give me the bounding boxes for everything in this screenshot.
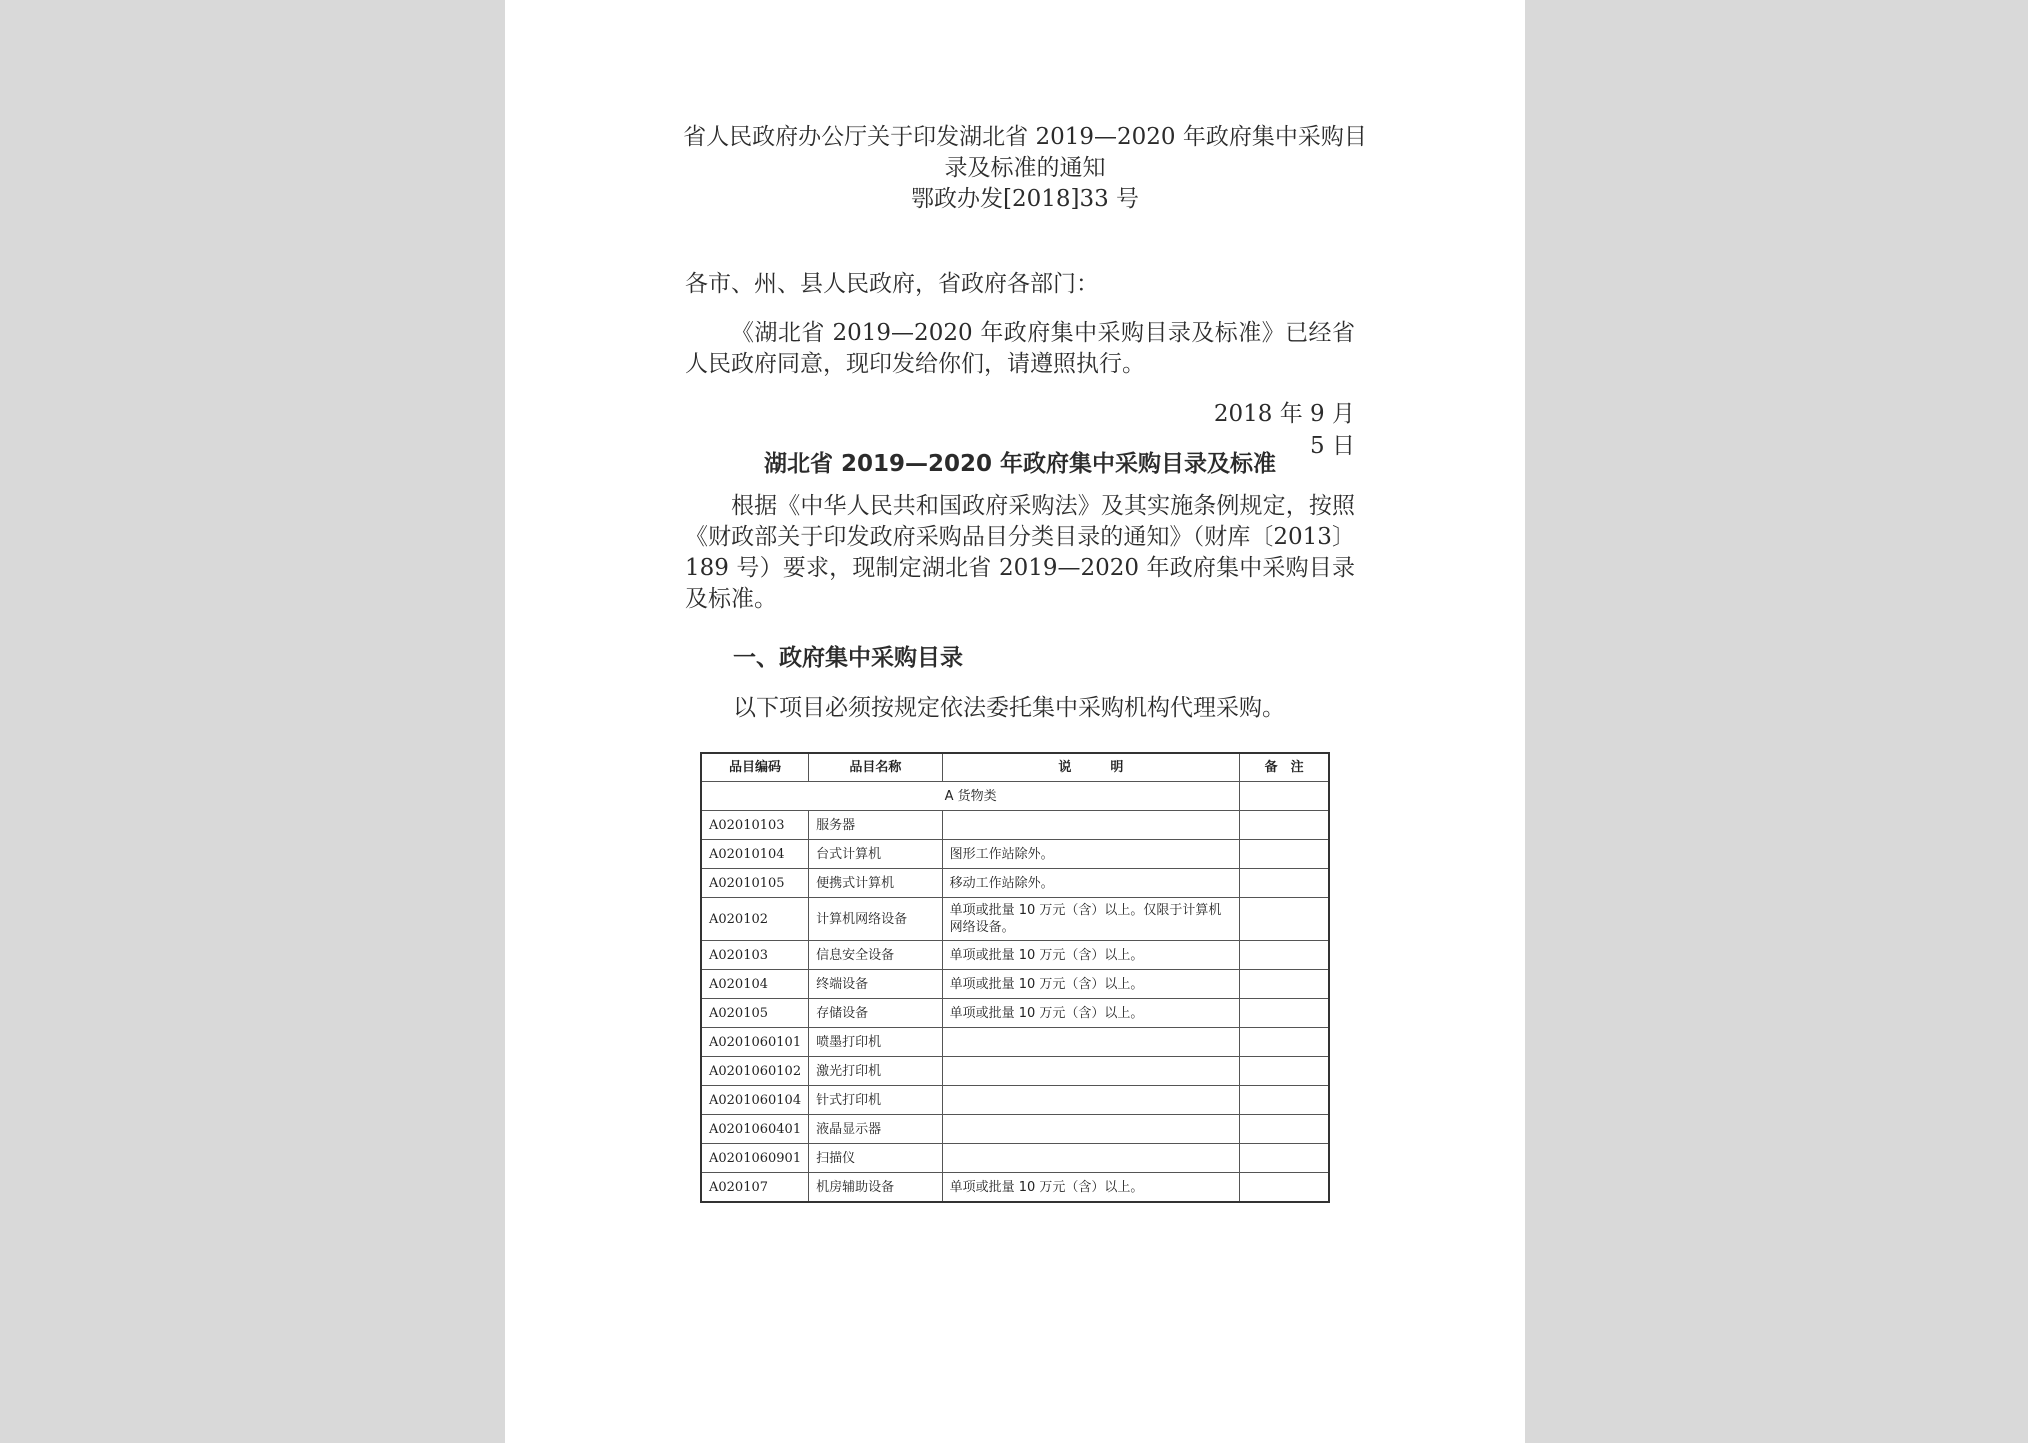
item-name: 扫描仪 bbox=[809, 1144, 942, 1173]
header-name: 品目名称 bbox=[809, 753, 942, 782]
section-1-heading: 一、政府集中采购目录 bbox=[733, 645, 963, 671]
salutation: 各市、州、县人民政府，省政府各部门： bbox=[685, 271, 1099, 297]
item-description bbox=[942, 1028, 1240, 1057]
item-remark bbox=[1240, 1173, 1329, 1203]
item-remark bbox=[1240, 1086, 1329, 1115]
item-name: 台式计算机 bbox=[809, 840, 942, 869]
item-code: A02010103 bbox=[701, 811, 809, 840]
table-row bbox=[701, 1115, 1329, 1144]
item-remark bbox=[1240, 869, 1329, 898]
document-number: 鄂政办发[2018]33 号 bbox=[910, 186, 1140, 212]
item-code: A0201060901 bbox=[701, 1144, 809, 1173]
item-name: 计算机网络设备 bbox=[809, 898, 942, 941]
item-remark bbox=[1240, 1057, 1329, 1086]
category-row bbox=[701, 782, 1329, 811]
item-description: 单项或批量 10 万元（含）以上。 bbox=[942, 999, 1240, 1028]
item-remark bbox=[1240, 1115, 1329, 1144]
header-description: 说 明 bbox=[942, 753, 1240, 782]
title-line-1: 省人民政府办公厅关于印发湖北省 2019—2020 年政府集中采购目 bbox=[683, 124, 1367, 150]
item-name: 服务器 bbox=[809, 811, 942, 840]
header-code: 品目编码 bbox=[701, 753, 809, 782]
item-description: 单项或批量 10 万元（含）以上。仅限于计算机网络设备。 bbox=[942, 898, 1240, 941]
procurement-catalog-table bbox=[700, 752, 1330, 1203]
item-code: A0201060104 bbox=[701, 1086, 809, 1115]
table-row bbox=[701, 869, 1329, 898]
item-remark bbox=[1240, 999, 1329, 1028]
item-code: A020102 bbox=[701, 898, 809, 941]
item-name: 存储设备 bbox=[809, 999, 942, 1028]
item-code: A020103 bbox=[701, 941, 809, 970]
table-row bbox=[701, 1144, 1329, 1173]
item-code: A0201060102 bbox=[701, 1057, 809, 1086]
item-description: 单项或批量 10 万元（含）以上。 bbox=[942, 1173, 1240, 1203]
item-remark bbox=[1240, 1144, 1329, 1173]
item-name: 便携式计算机 bbox=[809, 869, 942, 898]
document-page bbox=[505, 0, 1525, 1443]
table-header-row bbox=[701, 753, 1329, 782]
table-row bbox=[701, 1057, 1329, 1086]
category-remark bbox=[1240, 782, 1329, 811]
item-remark bbox=[1240, 1028, 1329, 1057]
item-name: 喷墨打印机 bbox=[809, 1028, 942, 1057]
table-row bbox=[701, 840, 1329, 869]
category-label: A 货物类 bbox=[701, 782, 1240, 811]
title-line-2: 录及标准的通知 bbox=[944, 155, 1106, 181]
item-remark bbox=[1240, 840, 1329, 869]
section-1-note: 以下项目必须按规定依法委托集中采购机构代理采购。 bbox=[733, 695, 1285, 721]
catalog-title: 湖北省 2019—2020 年政府集中采购目录及标准 bbox=[763, 451, 1277, 477]
table-row bbox=[701, 1086, 1329, 1115]
item-code: A0201060101 bbox=[701, 1028, 809, 1057]
item-description bbox=[942, 1115, 1240, 1144]
item-description bbox=[942, 1144, 1240, 1173]
item-description: 单项或批量 10 万元（含）以上。 bbox=[942, 941, 1240, 970]
table-row bbox=[701, 970, 1329, 999]
item-name: 针式打印机 bbox=[809, 1086, 942, 1115]
item-code: A02010105 bbox=[701, 869, 809, 898]
header-remark: 备 注 bbox=[1240, 753, 1329, 782]
item-code: A020105 bbox=[701, 999, 809, 1028]
document-title bbox=[675, 122, 1375, 215]
item-name: 液晶显示器 bbox=[809, 1115, 942, 1144]
item-description bbox=[942, 811, 1240, 840]
item-description: 图形工作站除外。 bbox=[942, 840, 1240, 869]
item-name: 信息安全设备 bbox=[809, 941, 942, 970]
table-row bbox=[701, 999, 1329, 1028]
item-name: 激光打印机 bbox=[809, 1057, 942, 1086]
table-row bbox=[701, 1028, 1329, 1057]
item-remark bbox=[1240, 941, 1329, 970]
item-code: A020107 bbox=[701, 1173, 809, 1203]
item-remark bbox=[1240, 811, 1329, 840]
notice-paragraph: 《湖北省 2019—2020 年政府集中采购目录及标准》已经省人民政府同意，现印发给你们，请遵照执行。 bbox=[685, 320, 1355, 377]
table-row bbox=[701, 1173, 1329, 1203]
item-description: 单项或批量 10 万元（含）以上。 bbox=[942, 970, 1240, 999]
item-code: A02010104 bbox=[701, 840, 809, 869]
basis-paragraph: 根据《中华人民共和国政府采购法》及其实施条例规定，按照《财政部关于印发政府采购品目分类目录的通知》（财库〔2013〕189 号）要求，现制定湖北省 2019—2020 年政府集中采购目录及标准。 bbox=[685, 493, 1355, 612]
item-remark bbox=[1240, 970, 1329, 999]
table-row bbox=[701, 898, 1329, 941]
item-description bbox=[942, 1086, 1240, 1115]
table-row bbox=[701, 941, 1329, 970]
item-name: 机房辅助设备 bbox=[809, 1173, 942, 1203]
item-code: A0201060401 bbox=[701, 1115, 809, 1144]
item-description bbox=[942, 1057, 1240, 1086]
item-code: A020104 bbox=[701, 970, 809, 999]
table-row bbox=[701, 811, 1329, 840]
item-description: 移动工作站除外。 bbox=[942, 869, 1240, 898]
item-remark bbox=[1240, 898, 1329, 941]
issue-date: 2018 年 9 月 5 日 bbox=[1213, 401, 1355, 459]
item-name: 终端设备 bbox=[809, 970, 942, 999]
